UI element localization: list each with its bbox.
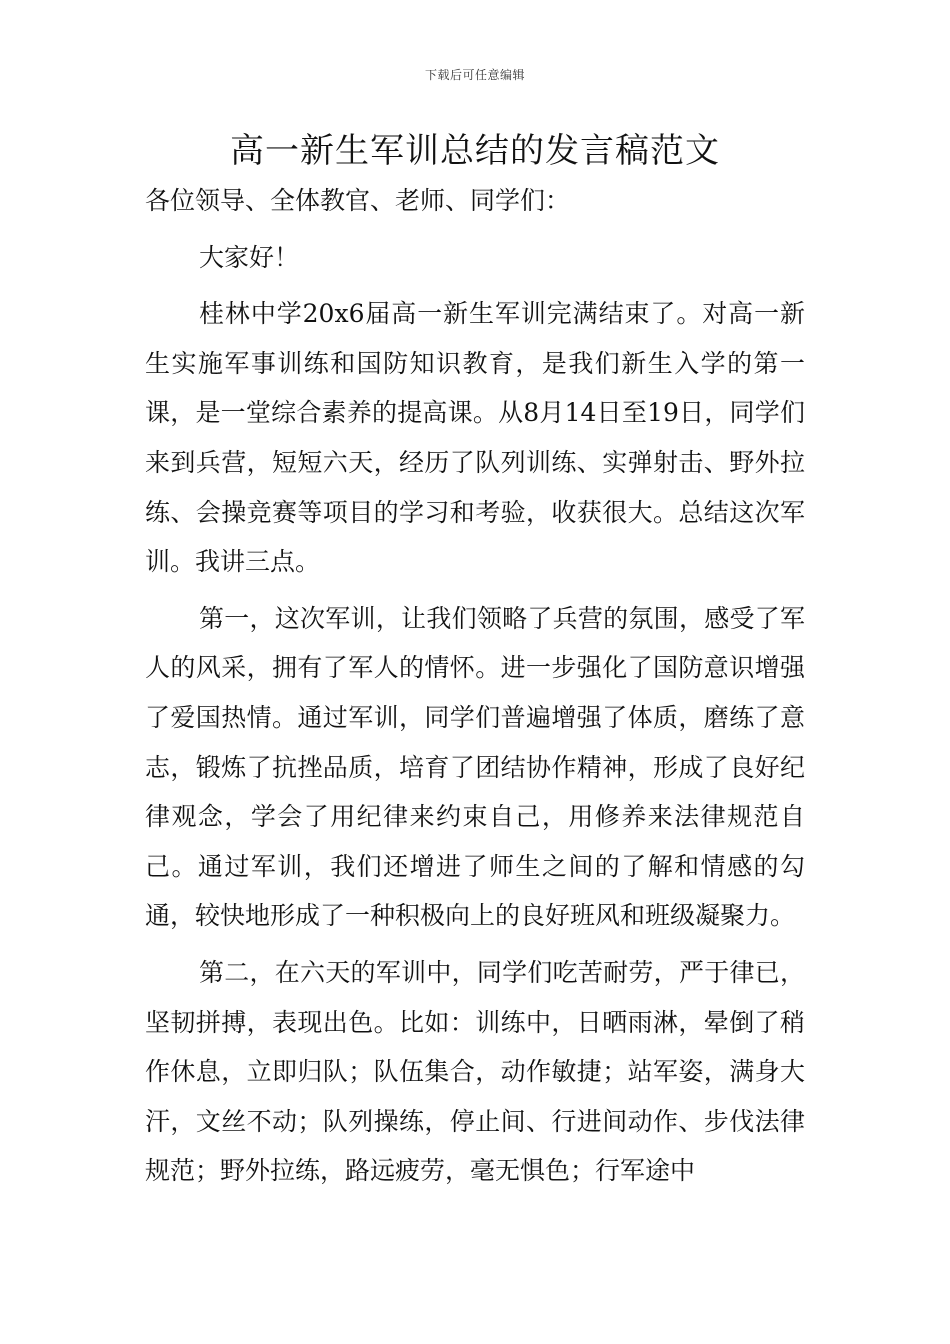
- document-title: 高一新生军训总结的发言稿范文: [230, 131, 720, 171]
- greeting: 大家好！: [199, 242, 300, 272]
- paragraph-intro: 桂林中学20x6届高一新生军训完满结束了。对高一新生实施军事训练和国防知识教育，是我们新生入学的第一课，是一堂综合素养的提高课。从8月14日至19日，同学们来到兵营，短短六天，经历了队列训练、实弹射击、野外拉练、会操竞赛等项目的学习和考验，收获很大。总结这次军训。我讲三点。: [145, 299, 805, 577]
- salutation: 各位领导、全体教官、老师、同学们：: [145, 186, 571, 215]
- document-body: [145, 176, 805, 1196]
- paragraph-point-one: 第一，这次军训，让我们领略了兵营的氛围，感受了军人的风采，拥有了军人的情怀。进一步强化了国防意识增强了爱国热情。通过军训，同学们普遍增强了体质，磨练了意志，锻炼了抗挫品质，培育了团结协作精神，形成了良好纪律观念，学会了用纪律来约束自己，用修养来法律规范自己。通过军训，我们还增进了师生之间的了解和情感的勾通，较快地形成了一种积极向上的良好班风和班级凝聚力。: [145, 603, 805, 931]
- header-note: 下载后可任意编辑: [424, 68, 525, 82]
- paragraph-point-two: 第二，在六天的军训中，同学们吃苦耐劳，严于律已，坚韧拼搏，表现出色。比如：训练中，日晒雨淋，晕倒了稍作休息，立即归队；队伍集合，动作敏捷；站军姿，满身大汗，文丝不动；队列操练，停止间、行进间动作、步伐法律规范；野外拉练，路远疲劳，毫无惧色；行军途中: [145, 957, 805, 1186]
